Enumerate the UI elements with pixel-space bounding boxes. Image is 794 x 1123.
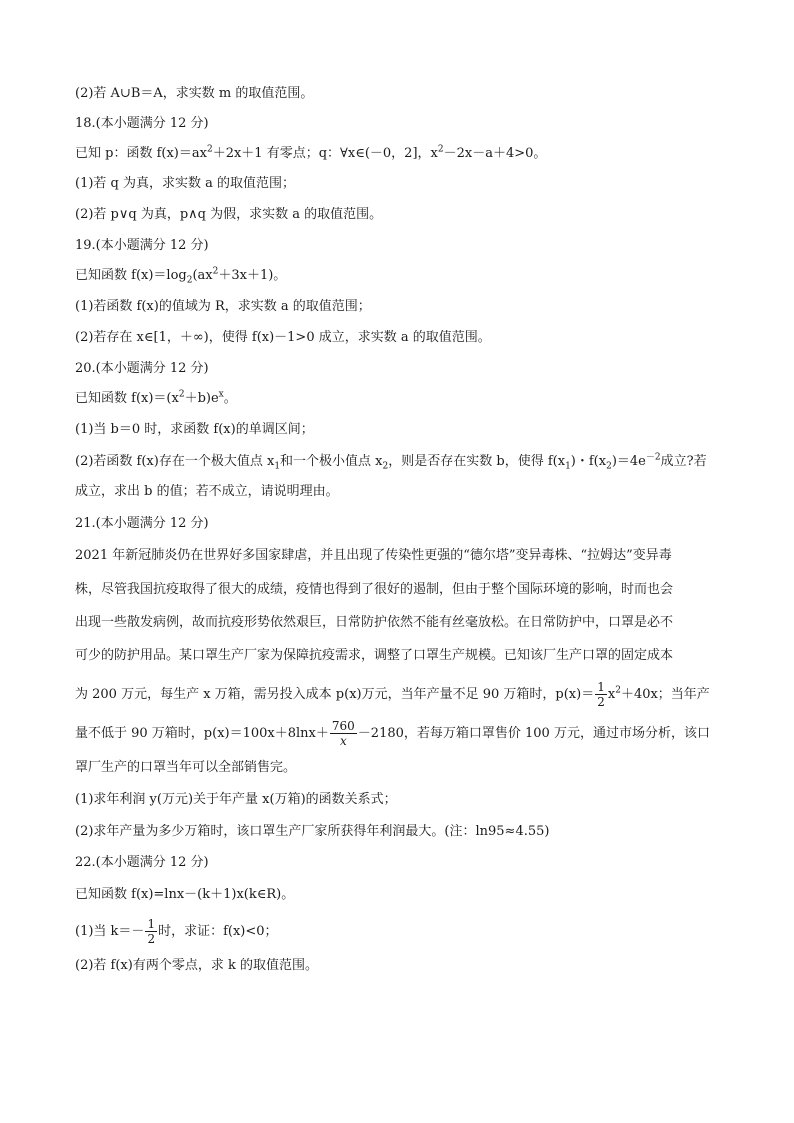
q21-para-line7: 罩厂生产的口罩当年可以全部销售完。 [75,760,297,775]
q18-part2: (2)若 p∨q 为真，p∧q 为假，求实数 a 的取值范围。 [75,207,383,222]
q22-part1: (1)当 k＝－ $\frac{1}{2}$ 时，求证：f(x)<0； [75,917,278,946]
q19-part2: (2)若存在 x∈[1，＋∞)，使得 f(x)－1>0 成立，求实数 a 的取值范围。 [75,330,491,345]
q22-header: 22.(本小题满分 12 分) [75,855,209,870]
q22-stem: 已知函数 f(x)=lnx－(k＋1)x(k∈R)。 [75,887,295,902]
q21-para-line5: 为 200 万元，每生产 x 万箱，需另投入成本 p(x)万元，当年产量不足 90 万箱时，p(x)＝ $\frac{1}{2}$ $x^2+40x$；当年产 [75,680,710,709]
q20-header: 20.(本小题满分 12 分) [75,361,209,376]
q21-para-line6: 量不低于 90 万箱时，p(x)＝100x＋8lnx＋ $\frac{760}{x}$ －2180，若每万箱口罩售价 100 万元，通过市场分析，该口 [75,719,710,748]
fraction-one-half: $\frac{1}{2}$ [597,680,605,709]
q18-header: 18.(本小题满分 12 分) [75,116,209,131]
q20-part2: (2)若函数 f(x)存在一个极大值点 $x_1$和一个极小值点 $x_2$，则是否存在实数 b，使得 $f(x_1)$・$f(x_2)=4e^{-2}$成立?若 [75,452,707,472]
fraction-760-over-x: $\frac{760}{x}$ [331,719,355,748]
q21-header: 21.(本小题满分 12 分) [75,516,209,531]
q21-para-line3: 出现一些散发病例，故而抗疫形势依然艰巨，日常防护依然不能有丝毫放松。在日常防护中，口罩是必不 [75,615,674,630]
q17-part2: (2)若 A∪B＝A，求实数 m 的取值范围。 [75,86,314,101]
q21-part1: (1)求年利润 y(万元)关于年产量 x(万箱)的函数关系式； [75,792,397,807]
q19-part1: (1)若函数 f(x)的值域为 R，求实数 a 的取值范围； [75,299,371,314]
q21-para-line2: 株，尽管我国抗疫取得了很大的成绩，疫情也得到了很好的遏制，但由于整个国际环境的影响，时而也会 [75,582,674,597]
q22-part2: (2)若 f(x)有两个零点，求 k 的取值范围。 [75,958,318,973]
q20-stem: 已知函数 $f(x)=(x^2+b)e^x$。 [75,389,237,406]
q21-para-line4: 可少的防护用品。某口罩生产厂家为保障抗疫需求，调整了口罩生产规模。已知该厂生产口罩的固定成本 [75,648,674,663]
q19-header: 19.(本小题满分 12 分) [75,238,209,253]
q18-stem: 已知 p：函数 $f(x)=ax^2+2x+1$ 有零点；q：∀x∈(－0，2]，$x^2-2x-a+4>0$。 [75,144,547,161]
q20-part1: (1)当 b＝0 时，求函数 f(x)的单调区间； [75,422,314,437]
q21-para-line1: 2021 年新冠肺炎仍在世界好多国家肆虐，并且出现了传染性更强的“德尔塔”变异毒株、“拉姆达”变异毒 [75,548,672,563]
q19-stem: 已知函数 $f(x)=\log_2(ax^2+3x+1)$。 [75,266,287,286]
fraction-one-half: $\frac{1}{2}$ [147,917,156,946]
q21-part2: (2)求年产量为多少万箱时，该口罩生产厂家所获得年利润最大。(注：ln95≈4.55) [75,824,550,839]
q20-part2-cont: 成立，求出 b 的值；若不成立，请说明理由。 [75,484,339,499]
q18-part1: (1)若 q 为真，求实数 a 的取值范围； [75,176,296,191]
